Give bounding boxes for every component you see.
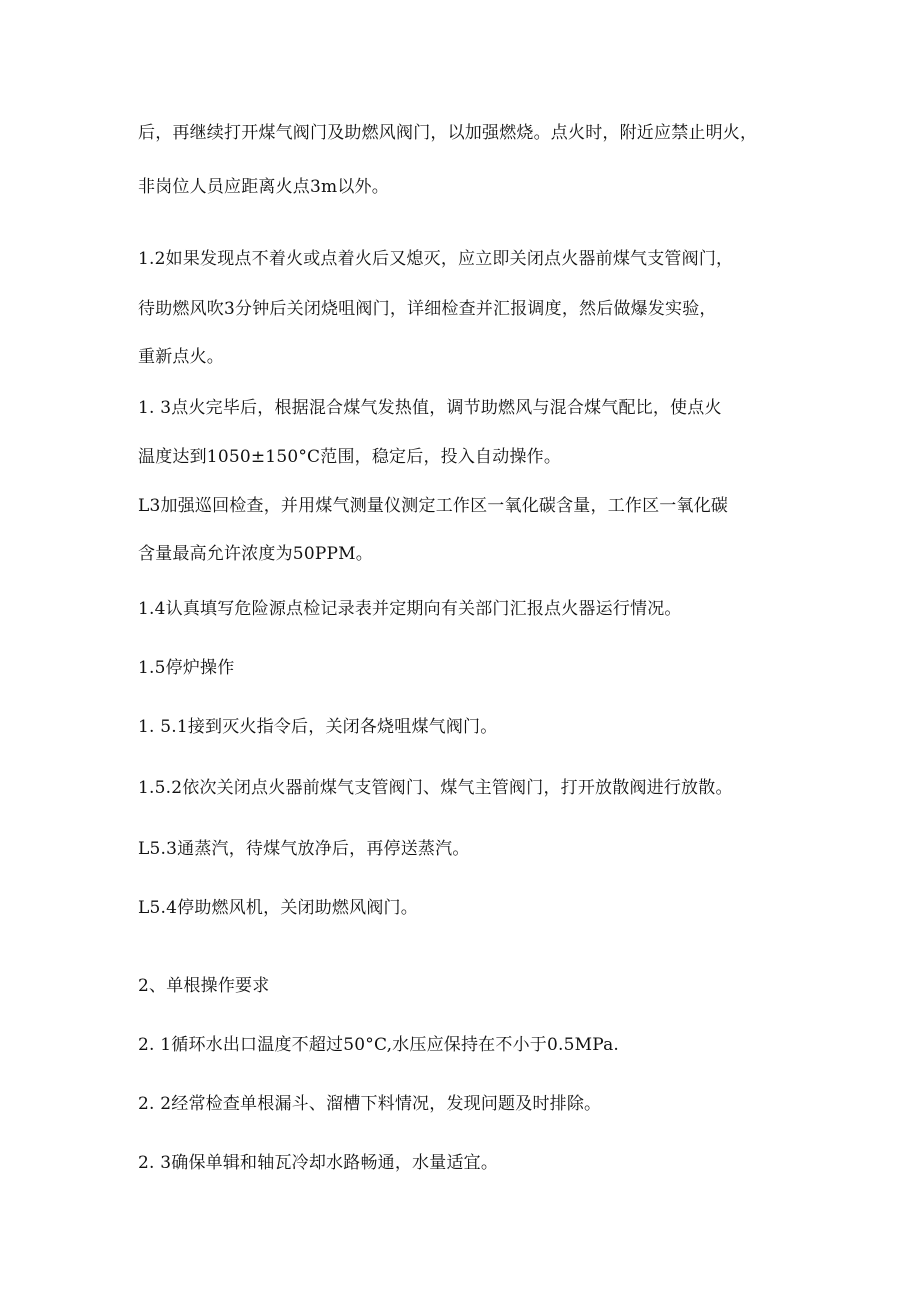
text-line: 含量最高允许浓度为50PPM。 (138, 544, 373, 564)
section-heading: 2、单根操作要求 (138, 976, 270, 996)
text-line: 2. 1循环水出口温度不超过50°C,水压应保持在不小于0.5MPa. (138, 1035, 620, 1055)
text-line: 1.5.2依次关闭点火器前煤气支管阀门、煤气主管阀门，打开放散阀进行放散。 (138, 778, 733, 798)
section-heading: 1.5停炉操作 (138, 658, 235, 678)
text-line: 待助燃风吹3分钟后关闭烧咀阀门，详细检查并汇报调度，然后做爆发实验， (138, 299, 717, 319)
text-line: 2. 3确保单辑和轴瓦冷却水路畅通，水量适宜。 (138, 1153, 499, 1173)
text-line: 温度达到1050±150°C范围，稳定后，投入自动操作。 (138, 447, 562, 467)
text-line: 2. 2经常检查单根漏斗、溜槽下料情况，发现问题及时排除。 (138, 1094, 602, 1114)
text-line: L5.3通蒸汽，待煤气放净后，再停送蒸汽。 (138, 839, 470, 859)
text-line: 后，再继续打开煤气阀门及助燃风阀门，以加强燃烧。点火时，附近应禁止明火， (138, 123, 758, 143)
text-line: 1.4认真填写危险源点检记录表并定期向有关部门汇报点火器运行情况。 (138, 599, 682, 619)
text-line: 非岗位人员应距离火点3m以外。 (138, 177, 389, 197)
text-line: L3加强巡回检查，并用煤气测量仪测定工作区一氧化碳含量，工作区一氧化碳 (138, 496, 729, 516)
text-line: 1. 5.1接到灭火指令后，关闭各烧咀煤气阀门。 (138, 717, 498, 737)
text-line: 1. 3点火完毕后，根据混合煤气发热值，调节助燃风与混合煤气配比，使点火 (138, 398, 722, 418)
text-line: L5.4停助燃风机，关闭助燃风阀门。 (138, 898, 418, 918)
text-line: 1.2如果发现点不着火或点着火后又熄灭，应立即关闭点火器前煤气支管阀门， (138, 249, 734, 269)
text-line: 重新点火。 (138, 347, 224, 367)
